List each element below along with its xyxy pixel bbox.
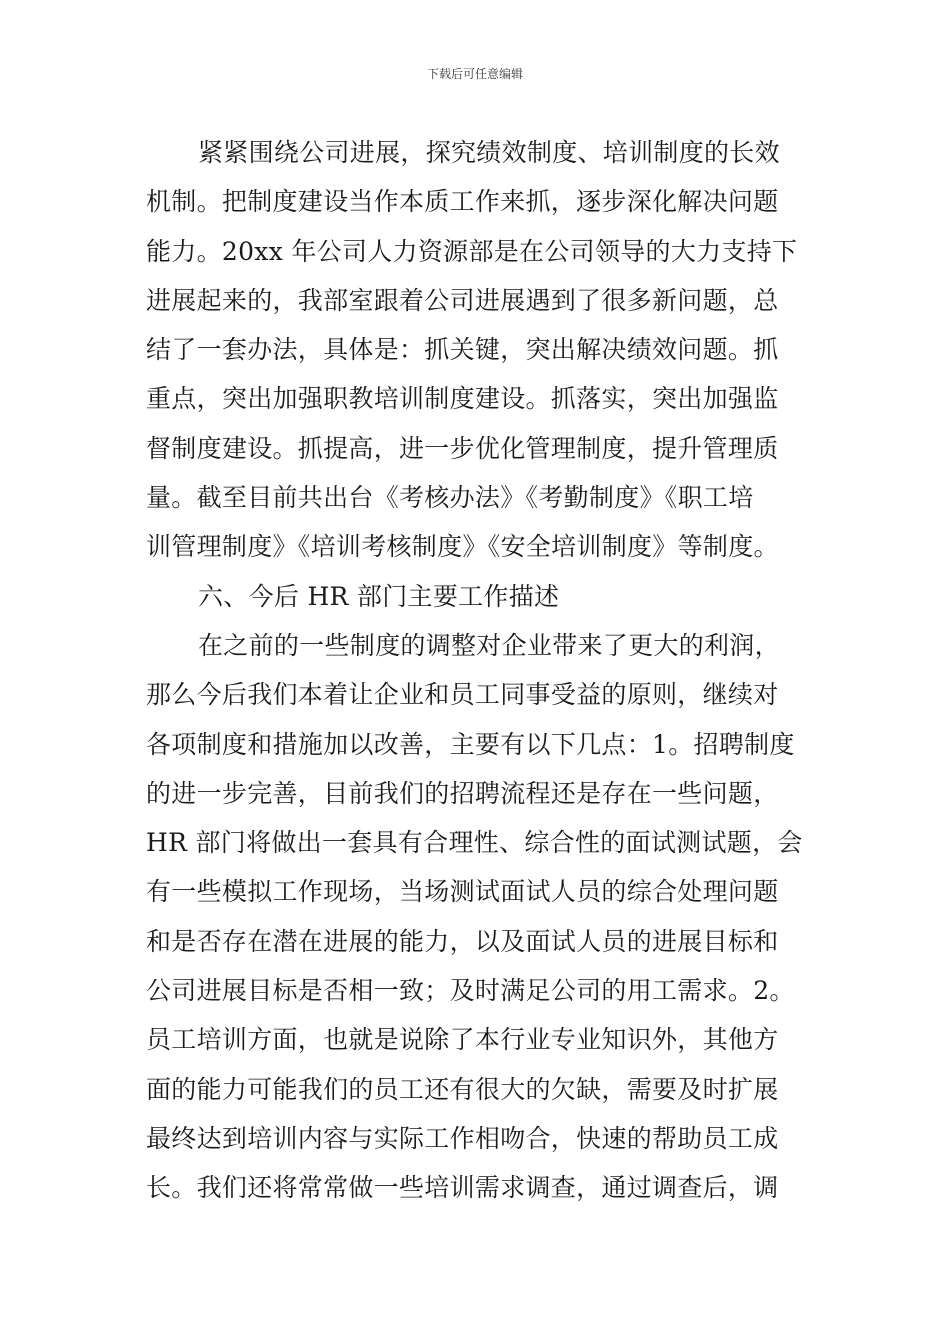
paragraph-line: 公司进展目标是否相一致；及时满足公司的用工需求。2。 xyxy=(146,976,795,1006)
paragraph-line: 督制度建设。抓提高，进一步优化管理制度，提升管理质 xyxy=(146,433,779,463)
paragraph-line: 和是否存在潜在进展的能力，以及面试人员的进展目标和 xyxy=(146,926,779,956)
paragraph-line: 紧紧围绕公司进展，探究绩效制度、培训制度的长效 xyxy=(198,138,780,167)
paragraph-line: 机制。把制度建设当作本质工作来抓，逐步深化解决问题 xyxy=(146,187,779,217)
paragraph-line: 重点，突出加强职教培训制度建设。抓落实，突出加强监 xyxy=(146,384,779,414)
paragraph-line: 有一些模拟工作现场，当场测试面试人员的综合处理问题 xyxy=(146,877,779,907)
paragraph-line: 最终达到培训内容与实际工作相吻合，快速的帮助员工成 xyxy=(146,1123,779,1153)
paragraph-line: 训管理制度》《培训考核制度》《安全培训制度》等制度。 xyxy=(146,532,779,562)
paragraph-line: 在之前的一些制度的调整对企业带来了更大的利润， xyxy=(198,630,780,660)
page-header: 下载后可任意编辑 xyxy=(426,67,523,81)
paragraph-line: 能力。20xx 年公司人力资源部是在公司领导的大力支持下 xyxy=(146,236,798,266)
paragraph-line: 那么今后我们本着让企业和员工同事受益的原则，继续对 xyxy=(146,680,779,710)
section-heading: 六、今后 HR 部门主要工作描述 xyxy=(198,581,560,611)
paragraph-line: 进展起来的，我部室跟着公司进展遇到了很多新问题，总 xyxy=(146,285,779,315)
paragraph-line: 结了一套办法，具体是：抓关键，突出解决绩效问题。抓 xyxy=(146,335,779,365)
paragraph-line: 的进一步完善，目前我们的招聘流程还是存在一些问题， xyxy=(146,778,779,808)
paragraph-line: 员工培训方面，也就是说除了本行业专业知识外，其他方 xyxy=(146,1025,779,1055)
paragraph-line: 面的能力可能我们的员工还有很大的欠缺，需要及时扩展 xyxy=(146,1074,779,1104)
paragraph-line: HR 部门将做出一套具有合理性、综合性的面试测试题，会 xyxy=(146,828,803,858)
paragraph-line: 各项制度和措施加以改善，主要有以下几点：1。招聘制度 xyxy=(146,729,795,759)
paragraph-line: 量。截至目前共出台《考核办法》《考勤制度》《职工培 xyxy=(146,483,754,513)
document-body xyxy=(146,128,811,1213)
paragraph-line: 长。我们还将常常做一些培训需求调查，通过调查后，调 xyxy=(146,1173,779,1203)
